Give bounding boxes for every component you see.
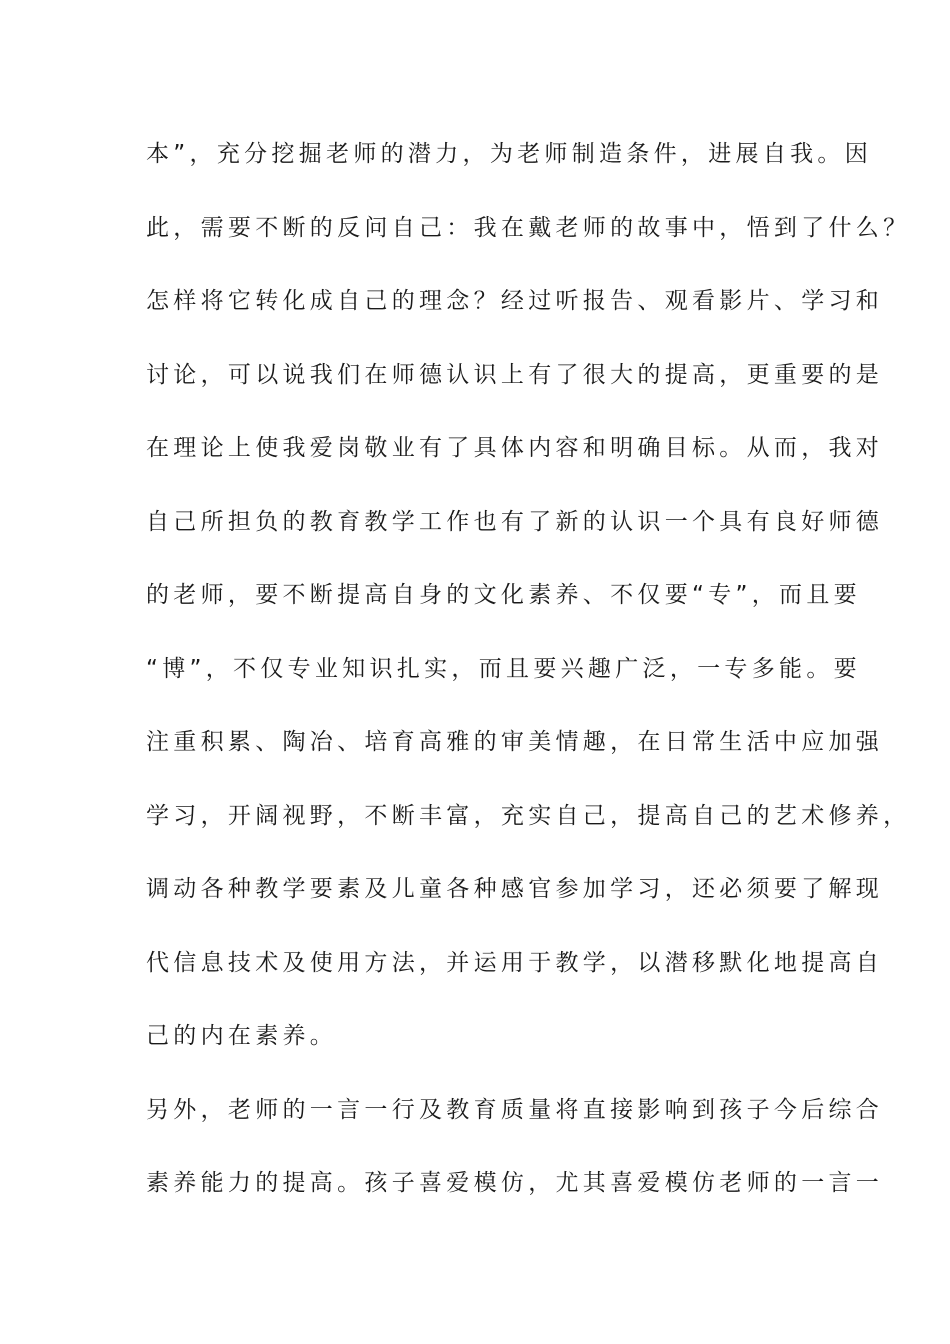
text-line-11: 调动各种教学要素及儿童各种感官参加学习，还必须要了解现 [146,876,884,902]
text-line-10: 学习，开阔视野，不断丰富，充实自己，提高自己的艺术修养， [146,802,911,829]
text-line-8: “博”，不仅专业知识扎实，而且要兴趣广泛，一专多能。要 [146,655,861,682]
text-line-14: 另外，老师的一言一行及教育质量将直接影响到孩子今后综合 [146,1096,884,1123]
text-line-5: 在理论上使我爱岗敬业有了具体内容和明确目标。从而，我对 [146,435,884,461]
document-body [146,134,911,1237]
text-line-7: 的老师，要不断提高自身的文化素养、不仅要“专”，而且要 [146,582,861,608]
text-line-13: 己的内在素养。 [146,1023,338,1049]
text-line-9: 注重积累、陶冶、培育高雅的审美情趣，在日常生活中应加强 [146,729,884,755]
text-line-12: 代信息技术及使用方法，并运用于教学，以潜移默化地提高自 [146,949,884,976]
text-line-3: 怎样将它转化成自己的理念？经过听报告、观看影片、学习和 [146,288,884,314]
text-line-2: 此，需要不断的反问自己：我在戴老师的故事中，悟到了什么？ [146,214,911,241]
text-line-1: 本”，充分挖掘老师的潜力，为老师制造条件，进展自我。因 [146,141,873,167]
text-line-4: 讨论，可以说我们在师德认识上有了很大的提高，更重要的是 [146,361,884,388]
text-line-6: 自己所担负的教育教学工作也有了新的认识一个具有良好师德 [146,508,884,535]
text-line-15: 素养能力的提高。孩子喜爱模仿，尤其喜爱模仿老师的一言一 [146,1170,884,1196]
